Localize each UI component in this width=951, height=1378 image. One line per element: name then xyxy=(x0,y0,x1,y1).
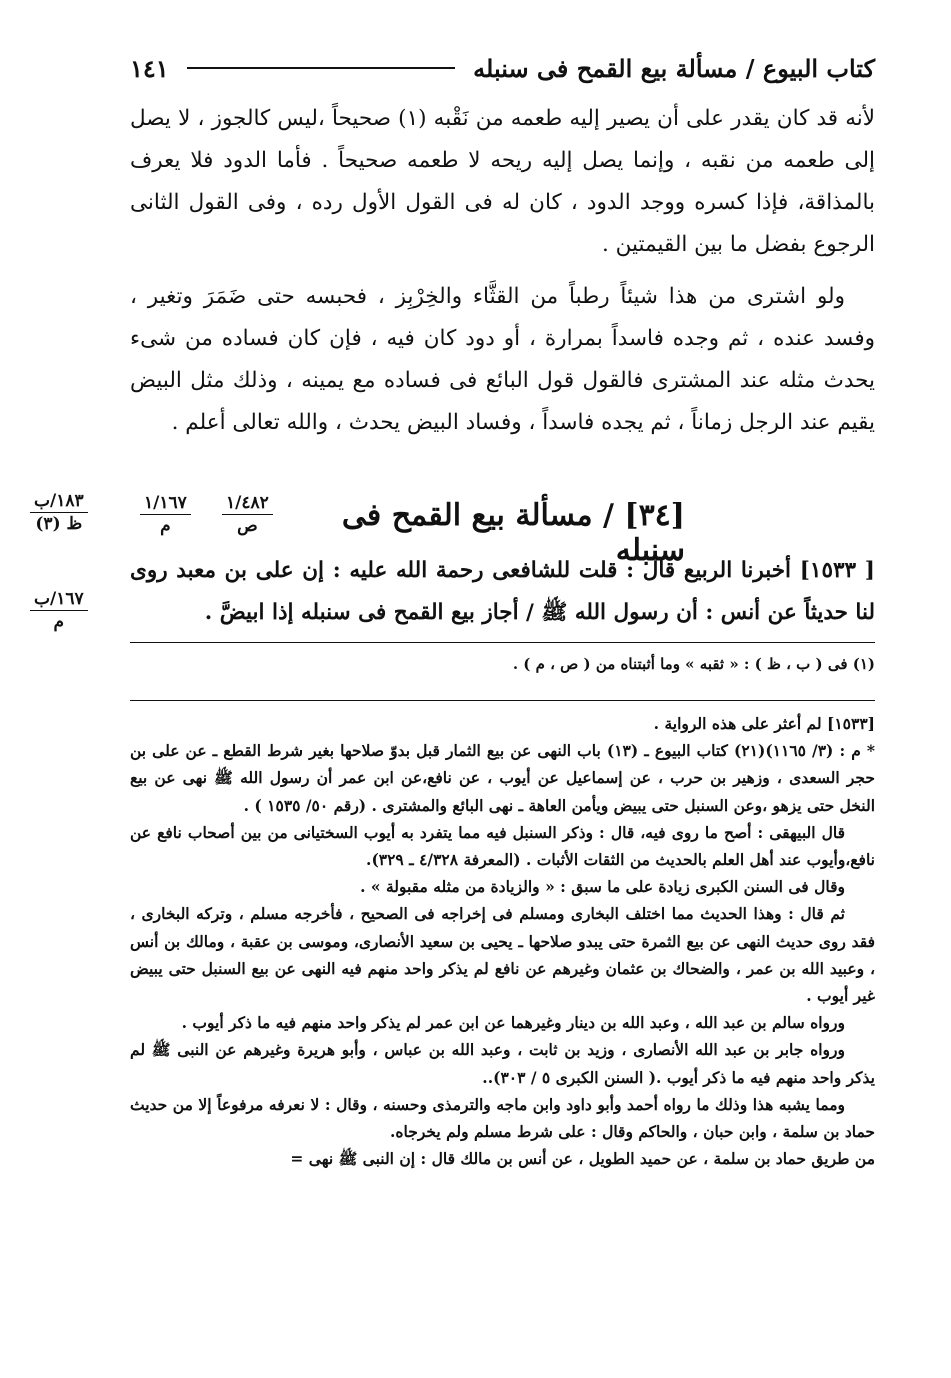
note-item: ومما يشبه هذا وذلك ما رواه أحمد وأبو داود وابن ماجه والترمذى وحسنه ، وقال : لا نعرفه مرفوعاً إلا من حديث حماد بن سلمة ، وابن حبان ، والحاكم وقال : على شرط مسلم ولم يخرجاه. xyxy=(130,1094,875,1142)
margin-ref-siglum: م xyxy=(53,612,65,632)
page-header xyxy=(130,48,875,88)
footnote-1: (١) فى ( ب ، ظ ) : « ثقبه » وما أثبتناه من ( ص ، م ) . xyxy=(512,655,875,673)
paragraph-1: لأنه قد كان يقدر على أن يصير إليه طعمه من نَقْبه (١) صحيحاً ،ليس كالجوز ، لا يصل إلى طعمه من نقبه ، وإنما يصل إليه ريحه لا طعمه صحيحاً . فأما الدود فلا يعرف بالمذاقة، فإذا كسره ووجد الدود ، كان له فى القول الأول رده ، وفى القول الثانى الرجوع بفضل ما بين القيمتين . xyxy=(130,106,875,257)
margin-ref-siglum: ظ (٣) xyxy=(35,514,83,534)
margin-ref-page: ١٦٧/ب xyxy=(30,588,88,611)
body-text xyxy=(130,98,875,444)
header-rule xyxy=(187,67,455,69)
ref-siglum: م xyxy=(160,516,171,536)
note-item: ورواه جابر بن عبد الله الأنصارى ، وزيد بن ثابت ، وعبد الله بن عباس ، وأبو هريرة وغيرهم عن النبى ﷺ لم يذكر واحد منهم فيه ما ذكر أيوب .( السنن الكبرى ٥ / ٣٠٣).. xyxy=(130,1040,875,1087)
note-item: قال البيهقى : أصح ما روى فيه، قال : وذكر السنبل فيه مما يتفرد به أيوب السختيانى من بين أصحاب نافع عن نافع،وأيوب عند أهل العلم بالحديث من الثقات الأثبات . (المعرفة ٤/٣٢٨ ـ ٣٢٩). xyxy=(130,822,875,870)
note-item: من طريق حماد بن سلمة ، عن حميد الطويل ، عن أنس بن مالك قال : إن النبى ﷺ نهى = xyxy=(290,1149,875,1169)
notes-rule xyxy=(130,700,875,701)
margin-ref-page: ١٨٣/ب xyxy=(30,490,88,513)
ref-siglum: ص xyxy=(237,516,258,536)
note-item: وقال فى السنن الكبرى زيادة على ما سبق : « والزيادة من مثله مقبولة » . xyxy=(360,877,845,897)
margin-ref-1 xyxy=(30,490,88,535)
footnote-rule xyxy=(130,642,875,643)
section-text-block xyxy=(130,550,875,634)
note-item: [١٥٣٣] لم أعثر على هذه الرواية . xyxy=(653,714,875,733)
margin-ref-2 xyxy=(30,588,88,633)
manuscript-ref-2 xyxy=(140,492,191,537)
critical-notes xyxy=(130,710,875,1172)
note-item: * م : (٣/ ١١٦٥)(٢١) كتاب البيوع ـ (١٣) باب النهى عن بيع الثمار قبل بدوّ صلاحها بغير شرط القطع ـ عن على بن حجر السعدى ، وزهير بن حرب ، عن إسماعيل عن أيوب ، عن نافع،عن ابن عمر أن رسول الله ﷺ نهى عن بيع النخل حتى يزهو ،وعن السنبل حتى يبيض ويأمن العاهة ـ نهى البائع والمشترى . (رقم ٥٠/ ١٥٣٥ ) . xyxy=(130,741,875,815)
manuscript-ref-1 xyxy=(222,492,273,537)
running-title: كتاب البيوع / مسألة بيع القمح فى سنبله xyxy=(473,53,875,83)
note-item: ورواه سالم بن عبد الله ، وعبد الله بن دينار وغيرهما عن ابن عمر لم يذكر واحد منهم فيه ما ذكر أيوب . xyxy=(181,1013,845,1033)
note-item: ثم قال : وهذا الحديث مما اختلف البخارى ومسلم فى إخراجه فى الصحيح ، فأخرجه مسلم ، وتركه البخارى ، فقد روى حديث النهى عن بيع الثمرة حتى يبدو صلاحها ـ يحيى بن سعيد الأنصارى، وموسى بن عقبة ، ومالك بن أنس ، وعبيد الله بن عمر ، والضحاك بن عثمان وغيرهم عن نافع لم يذكر واحد منهم فيه النهى عن بيع السنبل حتى يبيض غير أيوب . xyxy=(130,904,875,1006)
page-number: ١٤١ xyxy=(130,53,169,83)
ref-page: ١/٤٨٢ xyxy=(222,492,273,515)
paragraph-2: ولو اشترى من هذا شيئاً رطباً من القثَّاء والخِرْبِز ، فحبسه حتى ضَمَرَ وتغير ، وفسد عنده ، ثم وجده فاسداً بمرارة ، أو دود كان فيه ، فإن كان فساده من شىء يحدث مثله عند المشترى فالقول قول البائع فى فساده مع يمينه ، وذلك مثل البيض يقيم عند الرجل زماناً ، ثم يجده فاسداً ، وفساد البيض يحدث ، والله تعالى أعلم . xyxy=(130,284,875,435)
section-title: [٣٤] / مسألة بيع القمح فى سنبله xyxy=(341,498,685,568)
section-text: [ ١٥٣٣] أخبرنا الربيع قال : قلت للشافعى رحمة الله عليه : إن على بن معبد روى لنا حديثاً عن أنس : أن رسول الله ﷺ / أجاز بيع القمح فى سنبله إذا ابيضَّ . xyxy=(130,558,875,625)
ref-page: ١/١٦٧ xyxy=(140,492,191,515)
